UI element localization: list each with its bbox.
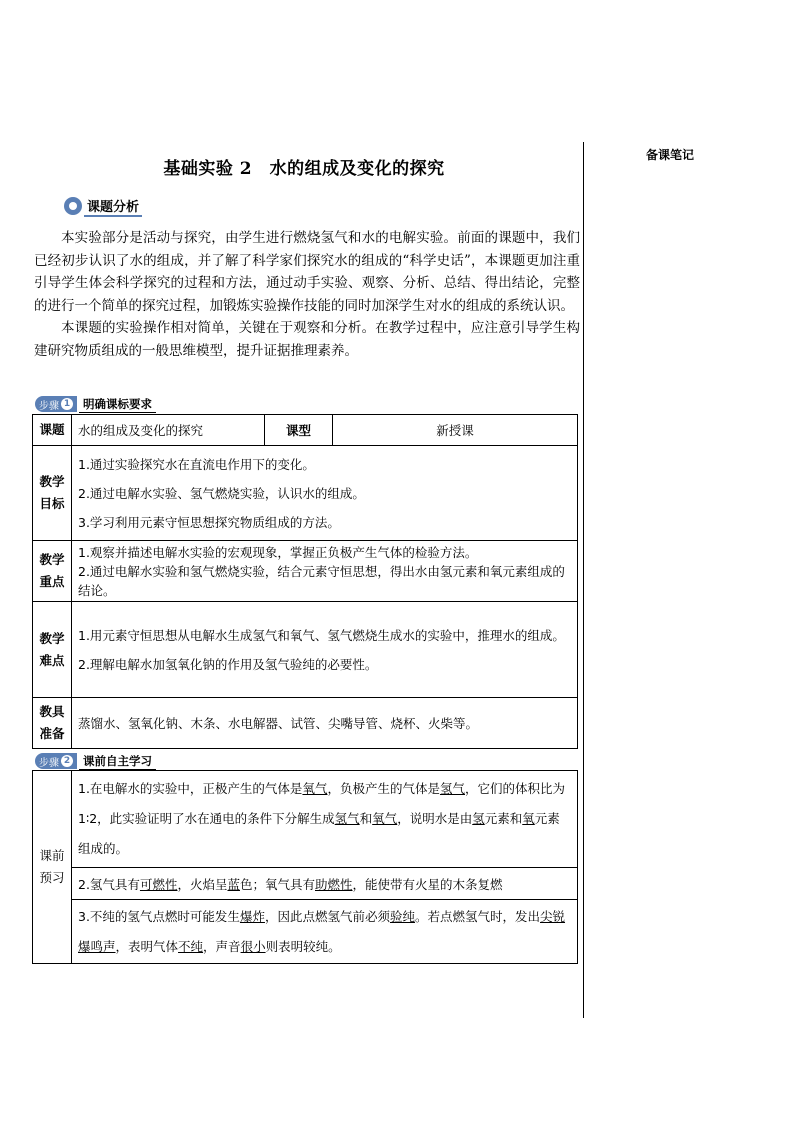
clock-icon bbox=[64, 197, 82, 215]
answer-blank: 助燃性 bbox=[315, 876, 353, 892]
key-head: 教学重点 bbox=[33, 541, 72, 602]
answer-blank: 氧气 bbox=[372, 811, 398, 826]
type-head: 课型 bbox=[265, 415, 333, 446]
table-row bbox=[33, 698, 578, 749]
answer-blank: 爆炸 bbox=[239, 908, 265, 924]
table-row bbox=[33, 868, 578, 900]
goals-head: 教学目标 bbox=[33, 446, 72, 541]
preview-q1: 1.在电解水的实验中，正极产生的气体是氧气，负极产生的气体是氢气，它们的体积比为 1∶2，此实验证明了水在通电的条件下分解生成氢气和氧气，说明水是由氢元素和氧元素组成的。 bbox=[72, 771, 578, 868]
answer-blank: 可燃性 bbox=[139, 876, 178, 892]
step-1-header bbox=[35, 396, 156, 412]
preview-q3: 3.不纯的氢气点燃时可能发生爆炸，因此点燃氢气前必须验纯。若点燃氢气时，发出尖锐爆鸣声，表明气体不纯，声音很小则表明较纯。 bbox=[72, 900, 578, 964]
difficulty-item: 2.理解电解水加氢氧化钠的作用及氢气验纯的必要性。 bbox=[78, 656, 378, 672]
difficulty-head: 教学难点 bbox=[33, 602, 72, 698]
preview-table bbox=[32, 770, 578, 964]
requirements-table bbox=[32, 414, 578, 749]
answer-blank: 很小 bbox=[240, 938, 266, 954]
goal-item: 1.通过实验探究水在直流电作用下的变化。 bbox=[78, 456, 315, 472]
step-2-header bbox=[35, 753, 156, 769]
notes-label: 备课笔记 bbox=[646, 148, 695, 162]
preview-q2: 2.氢气具有可燃性，火焰呈蓝色；氧气具有助燃性，能使带有火星的木条复燃 bbox=[72, 868, 578, 900]
analysis-badge-label: 课题分析 bbox=[84, 196, 142, 217]
key-cell bbox=[72, 541, 578, 602]
analysis-badge bbox=[64, 196, 142, 216]
intro-paragraph: 本实验部分是活动与探究，由学生进行燃烧氢气和水的电解实验。前面的课题中，我们已经初步认识了水的组成，并了解了科学家们探究水的组成的“科学史话”，本课题更加注重引导学生体会科学探究的过程和方法，通过动手实验、观察、分析、总结、得出结论，完整的进行一个简单的探究过程，加锻炼实验操作技能的同时加深学生对水的组成的系统认识。 bbox=[34, 230, 580, 314]
key-item: 1.观察并描述电解水实验的宏观现象，掌握正负极产生气体的检验方法。 bbox=[78, 544, 478, 560]
answer-blank: 氢气 bbox=[439, 781, 465, 796]
step-pill: 步骤 1 bbox=[35, 396, 77, 412]
step-number: 2 bbox=[61, 755, 73, 767]
table-row bbox=[33, 602, 578, 698]
table-row bbox=[33, 541, 578, 602]
intro-text bbox=[34, 227, 580, 362]
table-row bbox=[33, 446, 578, 541]
goal-item: 3.学习利用元素守恒思想探究物质组成的方法。 bbox=[78, 514, 340, 530]
preview-head: 课前预习 bbox=[33, 771, 72, 964]
answer-blank: 验纯 bbox=[389, 908, 415, 924]
difficulty-item: 1.用元素守恒思想从电解水生成氢气和氧气、氢气燃烧生成水的实验中，推理水的组成。 bbox=[78, 627, 565, 643]
table-row bbox=[33, 415, 578, 446]
answer-blank: 尖锐爆鸣声 bbox=[78, 908, 566, 954]
table-row bbox=[33, 771, 578, 868]
topic-value: 水的组成及变化的探究 bbox=[72, 415, 265, 446]
table-row bbox=[33, 900, 578, 964]
answer-blank: 不纯 bbox=[178, 938, 204, 954]
step-label: 课前自主学习 bbox=[79, 753, 156, 770]
answer-blank: 氢 bbox=[472, 811, 485, 826]
answer-blank: 氧气 bbox=[302, 781, 328, 796]
answer-blank: 氢气 bbox=[334, 811, 360, 826]
goal-item: 2.通过电解水实验、氢气燃烧实验，认识水的组成。 bbox=[78, 485, 365, 501]
page-title: 基础实验 2 水的组成及变化的探究 bbox=[163, 159, 445, 179]
tools-cell: 蒸馏水、氢氧化钠、木条、水电解器、试管、尖嘴导管、烧杯、火柴等。 bbox=[72, 698, 578, 749]
topic-head: 课题 bbox=[33, 415, 72, 446]
step-pill: 步骤 2 bbox=[35, 753, 77, 769]
difficulty-cell bbox=[72, 602, 578, 698]
type-value: 新授课 bbox=[333, 415, 578, 446]
key-item: 2.通过电解水实验和氢气燃烧实验，结合元素守恒思想，得出水由氢元素和氧元素组成的结论。 bbox=[78, 563, 565, 598]
step-label: 明确课标要求 bbox=[79, 396, 156, 413]
answer-blank: 氧 bbox=[522, 811, 535, 826]
answer-blank: 蓝 bbox=[227, 876, 240, 892]
step-number: 1 bbox=[61, 398, 73, 410]
intro-paragraph: 本课题的实验操作相对简单，关键在于观察和分析。在教学过程中，应注意引导学生构建研究物质组成的一般思维模型，提升证据推理素养。 bbox=[34, 320, 580, 359]
margin-divider bbox=[583, 142, 584, 1018]
tools-head: 教具准备 bbox=[33, 698, 72, 749]
goals-cell bbox=[72, 446, 578, 541]
